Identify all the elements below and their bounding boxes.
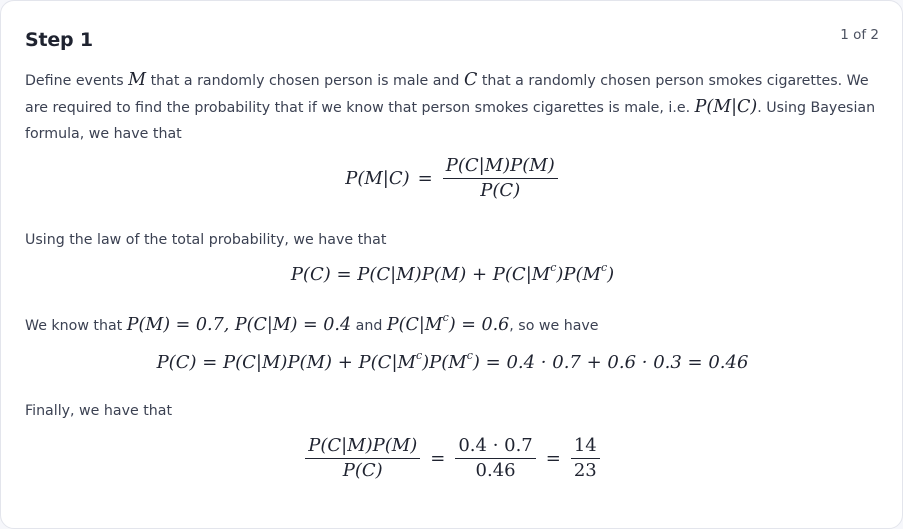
total-probability-text: Using the law of the total probability, we have that bbox=[25, 232, 387, 248]
intro-text-3: that a randomly chosen person smokes cigarettes. We are required to find the probability that if we know that person smokes cigarettes is male, i.e. bbox=[25, 73, 869, 116]
eq2-part-b: )P(M bbox=[556, 264, 601, 285]
bayes-fraction bbox=[443, 154, 558, 203]
eq3-part-b: )P(M bbox=[422, 352, 467, 373]
math-conditional: P(M|C) bbox=[694, 97, 758, 117]
math-event-c: C bbox=[463, 70, 478, 90]
eq3-part-a: P(C) = P(C|M)P(M) + P(C|M bbox=[156, 352, 416, 373]
eq2-complement-2: c bbox=[600, 261, 608, 274]
final-numerator-1: P(C|M)P(M) bbox=[305, 434, 420, 459]
eq2-part-a: P(C) = P(C|M)P(M) + P(C|M bbox=[290, 264, 551, 285]
given-text-1: We know that bbox=[25, 318, 127, 334]
given-math-1: P(M) = 0.7, P(C|M) = 0.4 bbox=[126, 315, 352, 335]
bayes-numerator: P(C|M)P(M) bbox=[443, 154, 558, 179]
bayes-lhs: P(M|C) bbox=[345, 168, 410, 189]
intro-text-1: Define events bbox=[25, 73, 129, 89]
final-fraction-3 bbox=[571, 434, 600, 483]
eq3-complement-1: c bbox=[415, 349, 423, 362]
bayes-equals: = bbox=[417, 168, 433, 189]
final-numerator-3: 14 bbox=[571, 434, 600, 459]
bayes-denominator: P(C) bbox=[480, 180, 521, 201]
eq3-complement-2: c bbox=[466, 349, 473, 362]
final-equals-1: = bbox=[430, 448, 446, 469]
final-denominator-3: 23 bbox=[573, 460, 597, 481]
final-fraction-1 bbox=[305, 434, 420, 483]
computed-total-equation bbox=[1, 349, 903, 373]
step-title: Step 1 bbox=[25, 29, 93, 51]
given-text-3: , so we have bbox=[509, 318, 599, 334]
eq2-part-c: ) bbox=[607, 264, 615, 285]
intro-text-2: that a randomly chosen person is male and bbox=[146, 73, 464, 89]
final-result-equation bbox=[1, 434, 903, 483]
given-math-2a: P(C|M bbox=[386, 315, 443, 335]
final-denominator-2: 0.46 bbox=[475, 460, 516, 481]
final-fraction-2 bbox=[455, 434, 535, 483]
final-denominator-1: P(C) bbox=[342, 460, 383, 481]
final-numerator-2: 0.4 · 0.7 bbox=[455, 434, 535, 459]
given-math-2b: ) = 0.6 bbox=[448, 315, 510, 335]
page-counter: 1 of 2 bbox=[840, 27, 879, 43]
given-math-2 bbox=[386, 311, 510, 335]
intro-paragraph bbox=[25, 67, 885, 147]
final-equals-2: = bbox=[545, 448, 561, 469]
math-event-m: M bbox=[128, 70, 147, 90]
bayes-equation bbox=[1, 154, 903, 203]
total-probability-equation bbox=[1, 261, 903, 285]
eq2-complement-1: c bbox=[550, 261, 557, 274]
finally-text: Finally, we have that bbox=[25, 403, 173, 419]
given-text-2: and bbox=[351, 318, 387, 334]
intro-text-4: . Using Bayesian formula, we have that bbox=[25, 100, 876, 142]
given-values-paragraph bbox=[25, 312, 885, 339]
given-math-2-complement: c bbox=[442, 311, 449, 325]
eq3-part-c: ) = 0.4 · 0.7 + 0.6 · 0.3 = 0.46 bbox=[472, 352, 749, 373]
